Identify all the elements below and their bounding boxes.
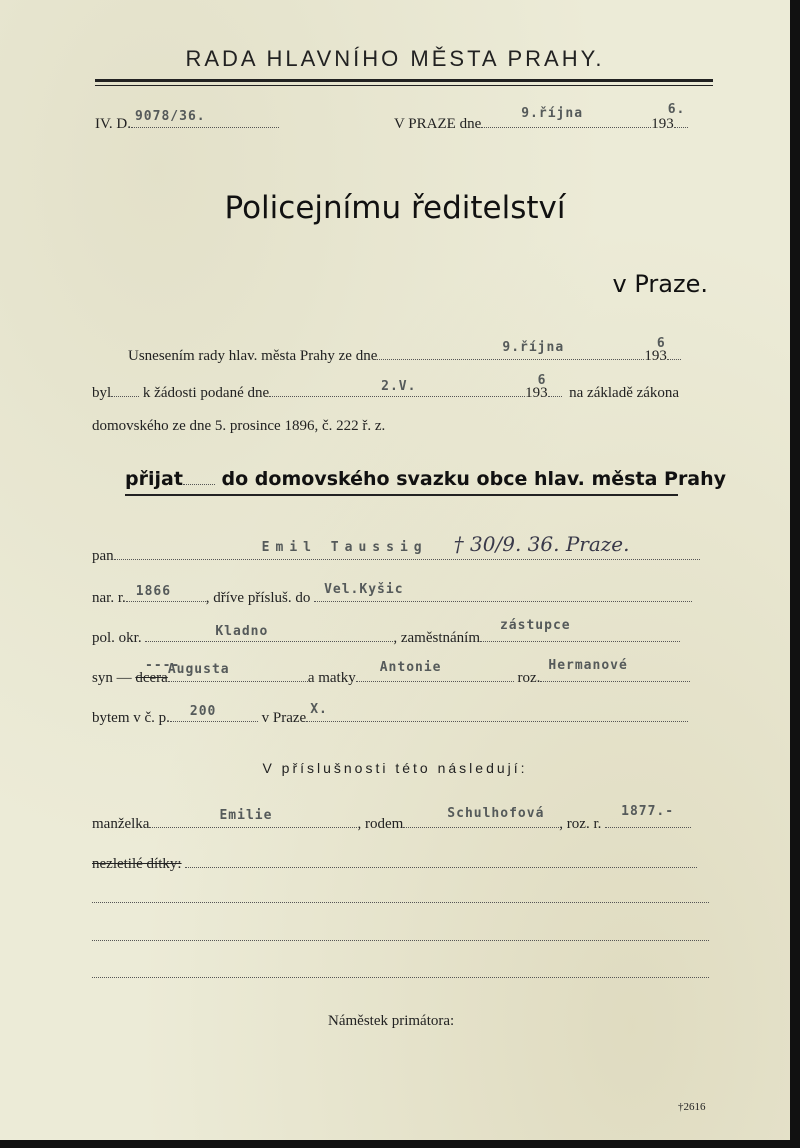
wife-maiden-dots: [403, 806, 559, 828]
born-label: nar. r.: [92, 590, 126, 606]
occupation-label: , zaměstnáním: [393, 630, 480, 646]
accepted-dots: [183, 483, 215, 485]
occupation: zástupce: [499, 618, 571, 633]
residence-label: bytem v č. p.: [92, 710, 170, 726]
resolution-line: [128, 336, 681, 365]
resolution-year: 6: [656, 336, 666, 351]
family-heading: V příslušnosti této následují:: [262, 760, 528, 776]
district-number: X.: [310, 702, 328, 717]
children-label: nezletilé dítky:: [92, 856, 182, 872]
mother-name: Antonie: [379, 660, 442, 675]
accepted-rest: do domovského svazku obce hlav. města Prahy: [221, 468, 727, 490]
issue-year: 6.: [667, 102, 686, 117]
resolution-dots: [377, 340, 644, 360]
issue-date: 9.října: [521, 106, 584, 121]
district-line: [92, 618, 680, 647]
was-label: byl: [92, 385, 112, 401]
in-prague-label: v Praze: [261, 710, 307, 726]
place-date-label: V PRAZE dne: [394, 116, 482, 132]
house-dots: [170, 704, 258, 722]
scan-edge-right: [790, 0, 800, 1148]
request-year: 6: [537, 373, 547, 388]
accepted-word: přijat: [125, 468, 183, 490]
prague-dots: [306, 702, 688, 722]
father-dots: [167, 662, 308, 682]
year-dots: [667, 102, 688, 128]
born-year: 1866: [135, 584, 172, 599]
addressee-place: v Praze.: [612, 270, 708, 298]
form-number: †2616: [678, 1101, 706, 1113]
heading-rule-thick: [95, 79, 713, 82]
name-line: [92, 532, 700, 565]
mother-maiden: Hermanové: [548, 658, 628, 673]
name-dots: [114, 532, 700, 560]
request-dots: [269, 379, 525, 397]
ref-number: 9078/36.: [134, 109, 206, 124]
resolution-year-prefix: 193: [644, 348, 667, 364]
father-name: Augusta: [167, 662, 230, 677]
district: Kladno: [215, 624, 269, 639]
law-reference: domovského ze dne 5. prosince 1896, č. 222 ř. z.: [92, 418, 386, 434]
formerly-dots: [314, 582, 692, 602]
blank-line-3: [92, 977, 709, 978]
wife-label: manželka: [92, 816, 150, 832]
request-line: [92, 373, 680, 402]
heading-rule-thin: [95, 85, 713, 86]
resolution-label: Usnesením rady hlav. města Prahy ze dne: [128, 348, 378, 364]
son-mark: ----: [145, 658, 181, 673]
accepted-underline: [125, 494, 678, 496]
blank-line-2: [92, 940, 709, 941]
occupation-dots: [480, 618, 680, 642]
formerly-label: , dříve přísluš. do: [205, 590, 311, 606]
wife-born-dots: [605, 804, 691, 828]
accepted-statement: [125, 468, 726, 490]
mother-dots: [356, 660, 514, 682]
blank-line-1: [92, 902, 709, 903]
district-dots: [145, 624, 393, 642]
maiden-dots: [540, 658, 690, 682]
born-dots: [126, 584, 206, 602]
resolution-date: 9.října: [502, 340, 565, 355]
was-dots: [111, 395, 139, 397]
death-note: † 30/9. 36. Praze.: [453, 532, 630, 556]
ref-prefix: IV. D.: [95, 116, 131, 132]
person-name: Emil Taussig: [261, 540, 428, 555]
daughter-label: dcera: [135, 670, 168, 686]
wife-dots: [149, 808, 357, 828]
wife-born-year: 1877.-: [621, 804, 675, 819]
children-dots: [185, 866, 697, 868]
son-label: syn —: [92, 670, 132, 686]
wife-born-label: , roz. r.: [559, 816, 602, 832]
residence-line: [92, 702, 688, 727]
house-number: 200: [189, 704, 217, 719]
request-date: 2.V.: [381, 379, 417, 394]
scan-edge-bottom: [0, 1140, 800, 1148]
wife-maiden: Schulhofová: [447, 806, 545, 821]
birth-line: [92, 582, 692, 607]
place-date-line: [394, 102, 688, 133]
mother-label: a matky: [307, 670, 356, 686]
wife-nee-label: , rodem: [357, 816, 404, 832]
nee-label: roz.: [517, 670, 541, 686]
law-label: na základě zákona: [569, 385, 680, 401]
formerly-place: Vel.Kyšic: [324, 582, 404, 597]
signature-label: Náměstek primátora:: [328, 1013, 455, 1029]
addressee-title: Policejnímu ředitelství: [224, 190, 566, 226]
council-heading: RADA HLAVNÍHO MĚSTA PRAHY.: [185, 46, 605, 71]
request-label: k žádosti podané dne: [142, 385, 270, 401]
year-prefix: 193: [651, 116, 674, 132]
resolution-year-dots: [656, 336, 681, 360]
date-dots: [481, 106, 651, 128]
wife-line: [92, 804, 691, 833]
district-label: pol. okr.: [92, 630, 142, 646]
request-year-prefix: 193: [525, 385, 548, 401]
pan-label: pan: [92, 548, 114, 564]
reference-line: [95, 109, 279, 133]
parents-line: [92, 658, 690, 687]
ref-dots: [131, 109, 279, 128]
wife-name: Emilie: [219, 808, 273, 823]
children-line: [92, 856, 697, 873]
request-year-dots: [537, 373, 562, 397]
